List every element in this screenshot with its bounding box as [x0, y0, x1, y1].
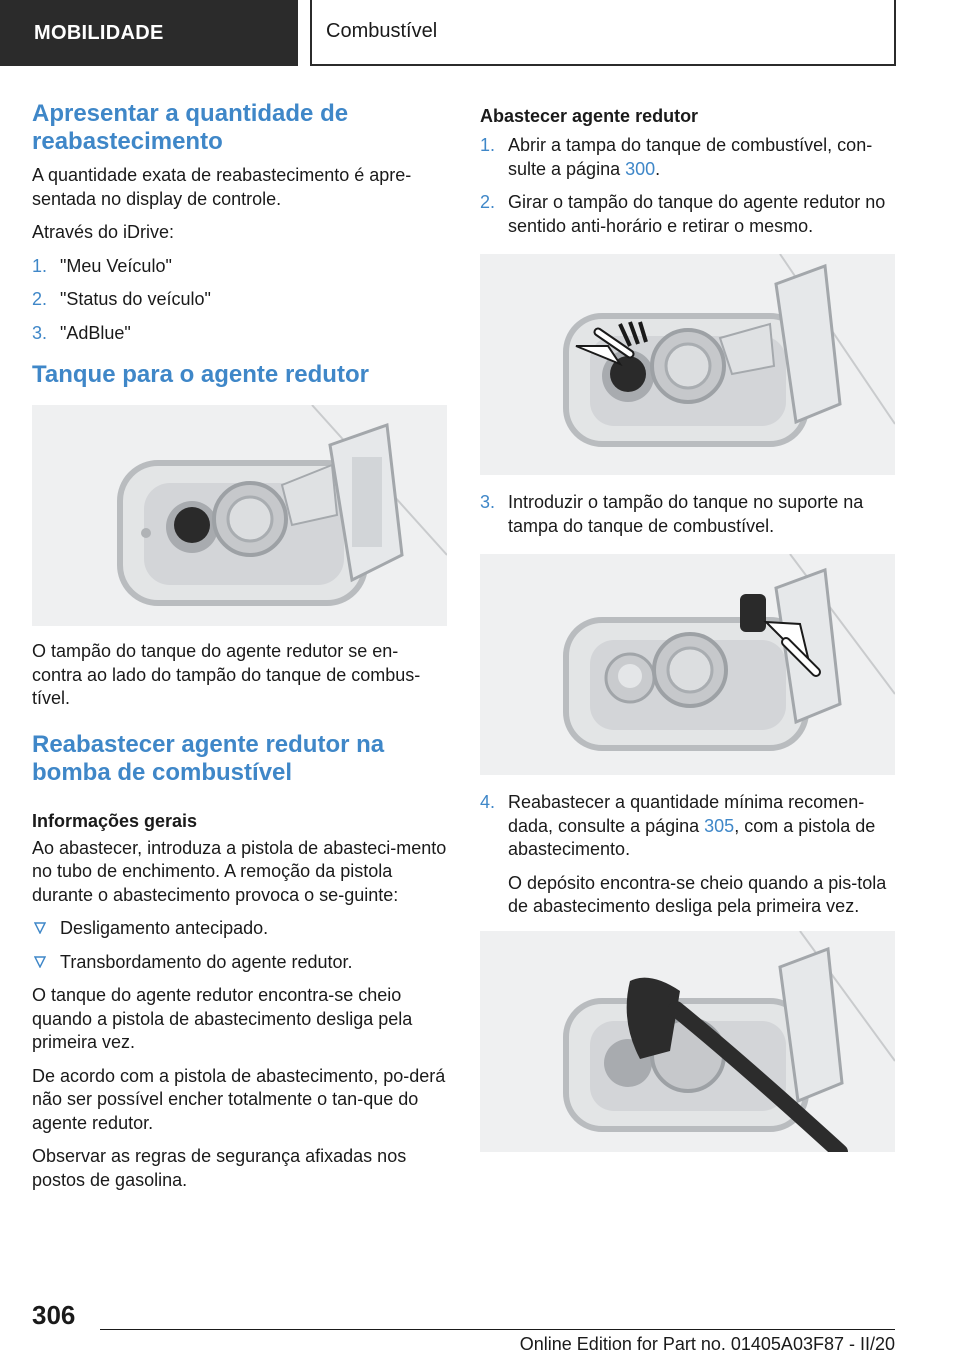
- effects-list: [32, 917, 447, 974]
- paragraph-tank-location: O tampão do tanque do agente redutor se en-contra ao lado do tampão do tanque de combus-tível.: [32, 641, 421, 708]
- paragraph-pistol-note: De acordo com a pistola de abastecimento, po-derá não ser possível encher totalmente o tan-que do agente redutor.: [32, 1065, 446, 1133]
- paragraph-safety-rules: Observar as regras de segurança afixadas nos postos de gasolina.: [32, 1146, 407, 1190]
- list-item: 1. Abrir a tampa do tanque de combustível, con-sulte a página 300.: [480, 135, 873, 179]
- left-column: [32, 100, 447, 1202]
- list-item: 2. Girar o tampão do tanque do agente redutor no sentido anti-horário e retirar o mesmo.: [480, 192, 886, 236]
- heading-refill-quantity: Apresentar a quantidade de reabastecimento: [32, 100, 349, 155]
- paragraph-tank-full: O tanque do agente redutor encontra-se cheio quando a pistola de abastecimento desliga pela primeira vez.: [32, 985, 413, 1052]
- list-item: Desligamento antecipado.: [32, 917, 447, 941]
- heading-reducing-agent-tank: Tanque para o agente redutor: [32, 361, 369, 388]
- right-column: [480, 104, 895, 1168]
- paragraph-idrive: Através do iDrive:: [32, 222, 175, 242]
- footer-divider: [100, 1329, 895, 1330]
- section-tab[interactable]: MOBILIDADE: [0, 0, 298, 66]
- paragraph-tank-full-note: O depósito encontra-se cheio quando a pis-tola de abastecimento desliga pela primeira vez.: [508, 872, 887, 916]
- paragraph-general-info: Ao abastecer, introduza a pistola de abasteci-mento no tubo de enchimento. A remoção da pistola durante o abastecimento provoca o se-guinte:: [32, 837, 447, 905]
- triangle-bullet-icon: [34, 956, 46, 968]
- page-number: 306: [32, 1300, 76, 1330]
- heading-general-info: Informações gerais: [32, 810, 198, 831]
- heading-refill-reducing-agent: Abastecer agente redutor: [480, 106, 699, 126]
- list-item: 4. Reabastecer a quantidade mínima recomen-dada, consulte a página 305, com a pistola de abastecimento. O depósito encontra-se cheio quando a pis-tola de abastecimento desliga pela primeira vez.: [480, 791, 895, 919]
- cap-holder-photo: [480, 554, 895, 775]
- refill-steps-list: [480, 134, 895, 238]
- list-item: 3. Introduzir o tampão do tanque no suporte na tampa do tanque de combustível.: [480, 492, 864, 536]
- page-header: [0, 0, 960, 66]
- unscrew-cap-photo: [480, 254, 895, 475]
- heading-refill-at-pump: Reabastecer agente redutor na bomba de combustível: [32, 730, 385, 786]
- refill-steps-list-final: [480, 791, 895, 919]
- page-link-305[interactable]: 305: [704, 815, 735, 836]
- paragraph-refill-quantity: A quantidade exata de reabastecimento é apre-sentada no display de controle.: [32, 165, 412, 209]
- list-item: 3. "AdBlue": [32, 322, 131, 343]
- edition-note: Online Edition for Part no. 01405A03F87 - II/20: [519, 1334, 895, 1354]
- list-item: 2. "Status do veículo": [32, 289, 211, 309]
- list-item: 1. "Meu Veículo": [32, 255, 172, 276]
- tank-flap-photo: [32, 405, 447, 626]
- refill-pistol-photo: [480, 931, 895, 1152]
- page-link-300[interactable]: 300: [625, 158, 656, 179]
- list-item: Transbordamento do agente redutor.: [32, 951, 447, 975]
- chapter-title: Combustível: [310, 0, 896, 66]
- refill-steps-list-cont: [480, 491, 895, 538]
- triangle-bullet-icon: [34, 922, 46, 934]
- idrive-steps-list: [32, 255, 447, 346]
